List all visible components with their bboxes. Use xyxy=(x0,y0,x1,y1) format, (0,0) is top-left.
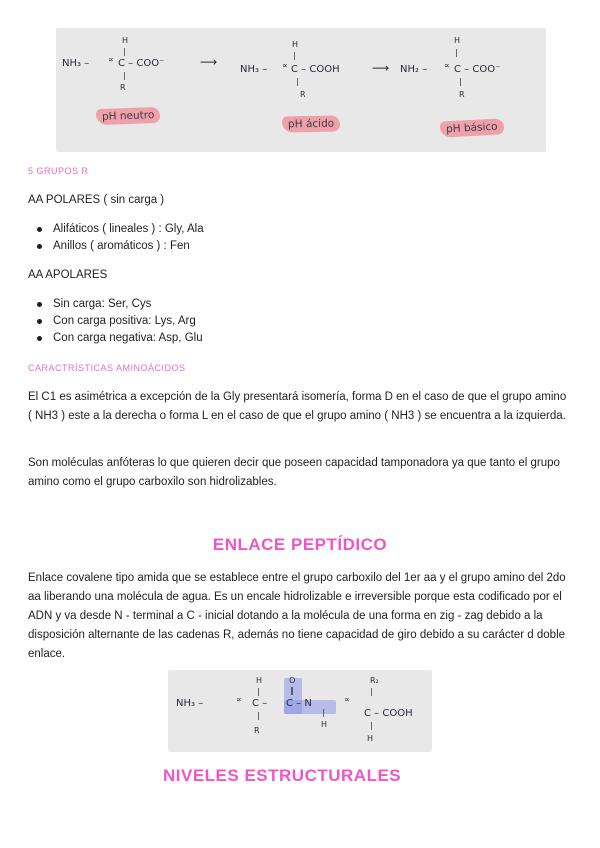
f2-r2: R₂ xyxy=(370,676,379,685)
figure-peptide-bond xyxy=(168,670,432,752)
f1-right-c: C – COO⁻ xyxy=(454,64,501,75)
f1-right-alpha: ∝ xyxy=(444,61,450,70)
f1-right-bond-bottom: | xyxy=(459,77,462,86)
f2-o: O xyxy=(289,676,296,685)
section-caracteristicas: CARACTRÍSTICAS AMINOÁCIDOS xyxy=(28,363,186,373)
f1-left-r: R xyxy=(120,83,126,92)
f1-right-bond-top: | xyxy=(455,48,458,57)
f2-bond-h3: | xyxy=(370,721,373,730)
f2-double-bond: ‖ xyxy=(290,686,294,695)
polares-title: AA POLARES ( sin carga ) xyxy=(28,194,165,206)
ph-acid-label: pH ácido xyxy=(282,115,340,132)
f1-mid-r: R xyxy=(300,90,306,99)
f1-left-c: C – COO⁻ xyxy=(118,58,165,69)
f2-c3: C – COOH xyxy=(364,708,413,719)
f2-h1: H xyxy=(256,676,263,685)
f2-h3: H xyxy=(367,734,374,743)
list-item: Sin carga: Ser, Cys xyxy=(28,296,203,313)
heading-enlace-peptidico: ENLACE PEPTÍDICO xyxy=(212,535,388,554)
f1-left-h: H xyxy=(122,36,129,45)
f1-left-bond-bottom: | xyxy=(123,71,126,80)
f1-right-h: H xyxy=(454,36,461,45)
f1-left-bond-top: | xyxy=(123,47,126,56)
f2-c1: C – xyxy=(252,698,268,709)
f2-c2: C – N xyxy=(286,698,312,709)
f2-alpha1: ∝ xyxy=(236,695,242,704)
f1-left-alpha: ∝ xyxy=(108,55,114,64)
f2-nh3: NH₃ – xyxy=(176,698,204,709)
f2-bond-r1: | xyxy=(257,711,260,720)
f2-r1: R xyxy=(254,726,260,735)
section-grupos-r: 5 GRUPOS R xyxy=(28,166,89,176)
f1-mid-nh3: NH₃ – xyxy=(240,64,268,75)
f2-bond-h2: | xyxy=(322,708,325,717)
f2-bond-r2: | xyxy=(370,687,373,696)
f1-mid-c: C – COOH xyxy=(291,64,340,75)
f1-mid-bond-bottom: | xyxy=(296,77,299,86)
f2-alpha2: ∝ xyxy=(344,695,350,704)
list-item: Con carga negativa: Asp, Glu xyxy=(28,330,203,347)
f1-left-nh3: NH₃ – xyxy=(62,58,90,69)
f1-arrow-1: ⟶ xyxy=(200,55,218,69)
f1-right-nh2: NH₂ – xyxy=(400,64,428,75)
paragraph-anfoteras: Son moléculas anfóteras lo que quieren decir que poseen capacidad tamponadora ya que tanto el grupo amino como el grupo carboxilo son hidrolizables. xyxy=(28,457,560,488)
f2-bond-h1: | xyxy=(257,687,260,696)
figure-amino-acid-ph xyxy=(56,28,546,152)
f1-right-r: R xyxy=(459,90,465,99)
polares-list xyxy=(28,221,204,255)
f1-arrow-2: ⟶ xyxy=(372,61,390,75)
f1-mid-h: H xyxy=(292,40,299,49)
ph-neutral-label: pH neutro xyxy=(96,107,161,125)
paragraph-isomeria: El C1 es asimétrica a excepción de la Gly presentará isomería, forma D en el caso de que el grupo amino ( NH3 ) este a la derecha o forma L en el caso de que el grupo amino ( NH3 ) se encuentra a la izquierda. xyxy=(28,391,567,422)
paragraph-enlace: Enlace covalene tipo amida que se establece entre el grupo carboxilo del 1er aa y el grupo amino del 2do aa liberando una molécula de agua. Es un encale hidrolizable e irreversible porque esta codificado por el ADN y va desde N - terminal a C - inicial dotando a la molécula de una forma en zig - zag debido a la disposición alternante de las cadenas R, además no tiene capacidad de giro debido a su carácter d doble enlace. xyxy=(28,572,566,660)
f1-mid-alpha: ∝ xyxy=(282,61,288,70)
list-item: Con carga positiva: Lys, Arg xyxy=(28,313,203,330)
f2-h2: H xyxy=(321,720,328,729)
ph-basic-label: pH básico xyxy=(440,118,504,137)
heading-niveles-estructurales: NIVELES ESTRUCTURALES xyxy=(163,766,402,785)
apolares-list xyxy=(28,296,203,347)
apolares-title: AA APOLARES xyxy=(28,269,108,281)
list-item: Anillos ( aromáticos ) : Fen xyxy=(28,238,204,255)
f1-mid-bond-top: | xyxy=(293,51,296,60)
list-item: Alifáticos ( lineales ) : Gly, Ala xyxy=(28,221,204,238)
